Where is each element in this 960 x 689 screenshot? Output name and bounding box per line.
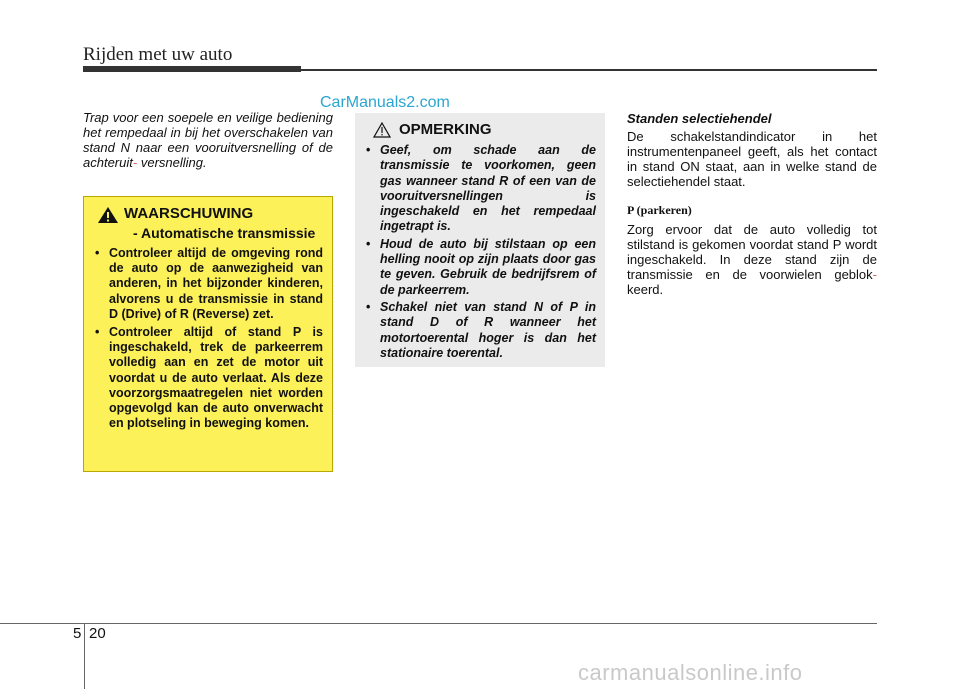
section-text: De schakelstandindicator in het instrumentenpaneel geeft, als het contact in stand ON staat, aan in welke stand de selectiehendel staat.	[627, 129, 877, 189]
note-title: OPMERKING	[399, 121, 492, 138]
page-header-title: Rijden met uw auto	[83, 44, 233, 65]
footer-site-link[interactable]: carmanualsonline.info	[578, 660, 803, 685]
subsection-title: P (parkeren)	[627, 203, 692, 217]
note-item: • Houd de auto bij stilstaan op een helling nooit op zijn plaats door gas te geven. Gebruik de bedrijfsrem of de parkeerrem.	[363, 237, 596, 298]
chapter-number: 5	[73, 625, 82, 642]
caution-triangle-icon	[373, 122, 391, 138]
note-header	[363, 121, 596, 138]
subsection-text-end: keerd.	[627, 282, 664, 297]
watermark-link[interactable]: CarManuals2.com	[320, 94, 450, 111]
note-list	[363, 143, 596, 361]
note-item: • Schakel niet van stand N of P in stand D of R wanneer het motortoerental hoger is dan het stationaire toerental.	[363, 300, 596, 361]
intro-text-end: versnelling.	[140, 155, 207, 170]
note-box	[355, 113, 605, 367]
warning-item: • Controleer altijd de omgeving rond de auto op de aanwezigheid van anderen, in het bijzonder kinderen, alvorens u de transmissie in stand D (Drive) of R (Reverse) zet.	[92, 246, 323, 322]
page-number: 20	[89, 625, 106, 642]
subsection-text	[627, 222, 877, 297]
warning-list	[92, 246, 323, 431]
intro-paragraph	[83, 110, 333, 170]
warning-title: WAARSCHUWING	[124, 205, 254, 222]
right-column	[627, 111, 877, 297]
warning-subtitle: - Automatische transmissie	[133, 225, 316, 241]
footer-rule	[0, 623, 877, 624]
intro-hyphen: -	[132, 155, 138, 170]
section-title: Standen selectiehendel	[627, 111, 772, 126]
warning-triangle-icon	[98, 207, 118, 223]
subsection-hyphen: -	[872, 267, 877, 282]
note-item: • Geef, om schade aan de transmissie te voorkomen, geen gas wanneer stand R of een van de vooruitversnellingen is ingeschakeld en het rempedaal ingetrapt is.	[363, 143, 596, 235]
subsection-text-main: Zorg ervoor dat de auto volledig tot stilstand is gekomen voordat stand P wordt ingeschakeld. In deze stand zijn de transmissie en de voorwielen geblok	[627, 222, 877, 282]
warning-item: • Controleer altijd of stand P is ingeschakeld, trek de parkeerrem volledig aan en zet de motor uit voordat u de auto verlaat. Als deze voorzorgsmaatregelen niet worden opgevolgd kan de auto onverwacht en plotseling in beweging komen.	[92, 325, 323, 431]
warning-box	[83, 196, 333, 472]
footer-divider	[84, 623, 85, 689]
header-rule-thin	[301, 69, 877, 71]
warning-header	[92, 205, 323, 223]
header-rule-thick	[83, 66, 301, 72]
intro-text: Trap voor een soepele en veilige bediening het rempedaal in bij het overschakelen van stand N naar een vooruitversnelling of de achteruit	[83, 110, 333, 170]
